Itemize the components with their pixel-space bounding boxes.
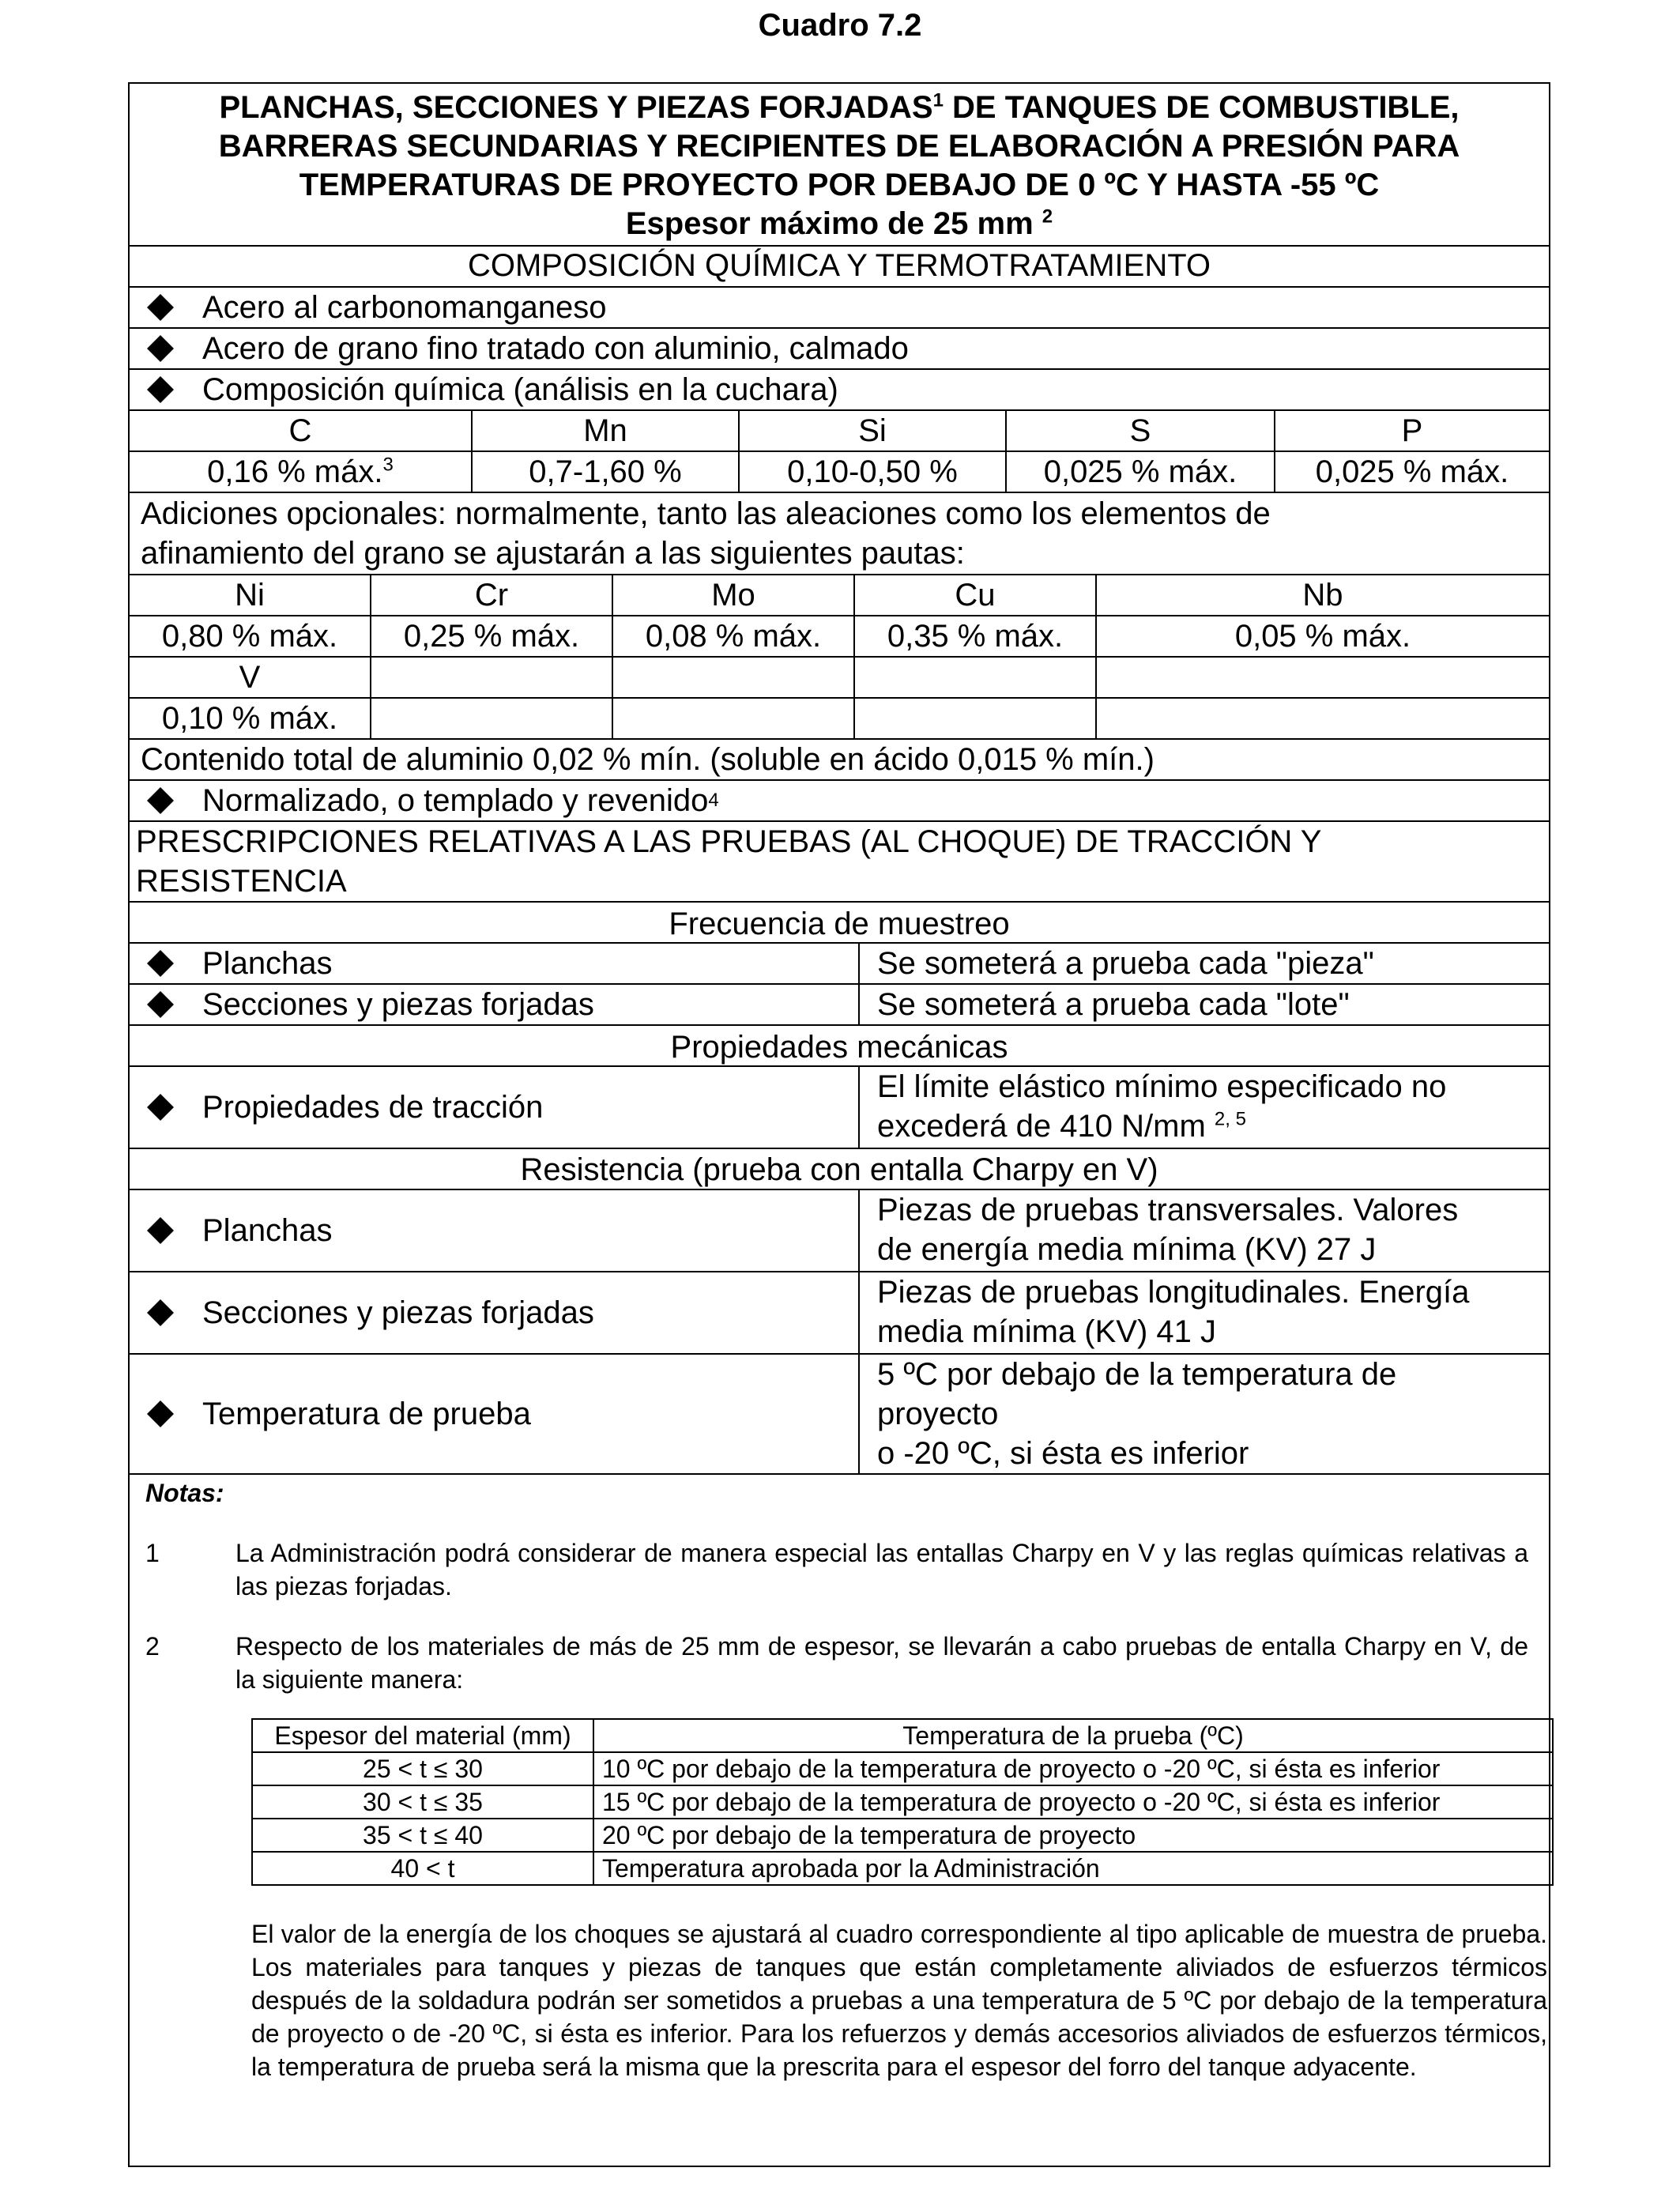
sampling-plates-row xyxy=(130,944,1549,985)
test-temperature-label: Temperatura de prueba xyxy=(202,1396,531,1431)
toughness-sections-value: Piezas de pruebas longitudinales. Energía media mínima (KV) 41 J xyxy=(877,1275,1470,1349)
composition-heading: COMPOSICIÓN QUÍMICA Y TERMOTRATAMIENTO xyxy=(130,247,1549,288)
optional-element-header-row xyxy=(130,575,1549,616)
optional-additions-text: Adiciones opcionales: normalmente, tanto las aleaciones como los elementos de afinamiento del grano se ajustarán a las siguientes pautas: xyxy=(130,493,1549,575)
optional-element-value-row xyxy=(130,616,1549,658)
element-cell: Mn xyxy=(473,411,740,450)
table-row xyxy=(252,1785,1553,1819)
toughness-plates-label: Planchas xyxy=(202,1212,333,1248)
closing-paragraph: El valor de la energía de los choques se ajustará al cuadro correspondiente al tipo aplicable de muestra de prueba. Los materiales para tanques y piezas de tanques que están completamente aliviados de esfuerzos térmicos después de la soldadura podrán ser sometidos a pruebas a una temperatura de 5 ºC por debajo de la temperatura de proyecto o de -20 ºC, si ésta es inferior. Para los refuerzos y demás accesorios aliviados de esfuerzos térmicos, la temperatura de prueba será la misma que la prescrita para el espesor del forro del tanque adyacente. xyxy=(251,1920,1547,2081)
note-2 xyxy=(145,1630,1549,1696)
footnote-ref-2-5: 2, 5 xyxy=(1214,1108,1246,1130)
notes-heading: Notas: xyxy=(145,1479,224,1507)
note-text: Respecto de los materiales de más de 25 mm de espesor, se llevarán a cabo pruebas de entalla Charpy en V, de la siguiente manera: xyxy=(235,1632,1528,1694)
footnote-ref-2: 2 xyxy=(1042,205,1053,228)
element-value-cell: 0,10 % máx. xyxy=(130,699,371,738)
vanadium-value-row xyxy=(130,699,1549,740)
element-value-cell: 0,025 % máx. xyxy=(1007,452,1275,492)
element-value-cell: 0,08 % máx. xyxy=(613,616,855,656)
element-value-cell: 0,35 % máx. xyxy=(855,616,1097,656)
table-header-row xyxy=(252,1719,1553,1752)
element-value-cell: 0,16 % máx.$^3$ xyxy=(130,452,473,492)
sections-label: Secciones y piezas forjadas xyxy=(202,986,594,1022)
diamond-bullet-icon xyxy=(147,1094,174,1121)
empty-cell xyxy=(371,699,613,738)
footnote-ref-1: 1 xyxy=(932,89,944,111)
toughness-plates-row xyxy=(130,1190,1549,1272)
temperature-cell: 15 ºC por debajo de la temperatura de proyecto o -20 ºC, si ésta es inferior xyxy=(593,1785,1553,1819)
element-cell: Cu xyxy=(855,575,1097,615)
diamond-bullet-icon xyxy=(147,950,174,977)
toughness-plates-value: Piezas de pruebas transversales. Valores de energía media mínima (KV) 27 J xyxy=(877,1193,1459,1267)
temperature-cell: 10 ºC por debajo de la temperatura de proyecto o -20 ºC, si ésta es inferior xyxy=(593,1752,1553,1785)
diamond-bullet-icon xyxy=(147,1400,174,1427)
empty-cell xyxy=(1097,699,1549,738)
element-cell: Ni xyxy=(130,575,371,615)
composition-bullet-2: Acero de grano fino tratado con aluminio, calmado xyxy=(130,329,1549,370)
empty-cell xyxy=(855,658,1097,697)
sections-value: Se someterá a prueba cada "lote" xyxy=(877,987,1350,1022)
test-temperature-value: 5 ºC por debajo de la temperatura de proyecto o -20 ºC, si ésta es inferior xyxy=(877,1357,1397,1471)
thickness-temperature-table xyxy=(251,1718,1554,1886)
header-line-3: TEMPERATURAS DE PROYECTO POR DEBAJO DE 0 ºC Y HASTA -55 ºC xyxy=(299,168,1380,202)
page-title: Cuadro 7.2 xyxy=(758,8,922,43)
specification-table xyxy=(128,82,1550,2167)
sampling-heading: Frecuencia de muestreo xyxy=(130,903,1549,944)
header-line-2: BARRERAS SECUNDARIAS Y RECIPIENTES DE ELABORACIÓN A PRESIÓN PARA xyxy=(218,129,1460,164)
column-header: Temperatura de la prueba (ºC) xyxy=(593,1719,1553,1752)
toughness-heading: Resistencia (prueba con entalla Charpy en V) xyxy=(130,1149,1549,1190)
aluminium-content: Contenido total de aluminio 0,02 % mín. (soluble en ácido 0,015 % mín.) xyxy=(130,740,1549,781)
diamond-bullet-icon xyxy=(147,376,174,403)
note-1 xyxy=(145,1536,1549,1603)
element-value-cell: 0,7-1,60 % xyxy=(473,452,740,492)
element-cell: Nb xyxy=(1302,578,1343,613)
notes-section xyxy=(130,1476,1549,2083)
element-cell: Si xyxy=(740,411,1007,450)
sampling-sections-row xyxy=(130,985,1549,1026)
table-row xyxy=(252,1819,1553,1852)
empty-cell xyxy=(613,658,855,697)
thickness-cell: 35 < t ≤ 40 xyxy=(252,1819,593,1852)
toughness-sections-label: Secciones y piezas forjadas xyxy=(202,1295,594,1330)
element-value-cell: 0,025 % máx. xyxy=(1315,454,1509,489)
table-row xyxy=(252,1752,1553,1785)
toughness-sections-row xyxy=(130,1272,1549,1355)
element-value-cell: 0,80 % máx. xyxy=(130,616,371,656)
temperature-cell: 20 ºC por debajo de la temperatura de proyecto xyxy=(593,1819,1553,1852)
element-cell: Mo xyxy=(613,575,855,615)
diamond-bullet-icon xyxy=(147,991,174,1018)
column-header: Espesor del material (mm) xyxy=(252,1719,593,1752)
tensile-row xyxy=(130,1067,1549,1149)
element-value-row xyxy=(130,452,1549,493)
element-cell: P xyxy=(1401,413,1423,448)
header-line-1: PLANCHAS, SECCIONES Y PIEZAS FORJADAS$^1$ DE TANQUES DE COMBUSTIBLE, xyxy=(219,89,1460,125)
header-line-4: Espesor máximo de 25 mm $^2$ xyxy=(625,205,1053,241)
element-cell: C xyxy=(130,411,473,450)
empty-cell xyxy=(613,699,855,738)
plates-value: Se someterá a prueba cada "pieza" xyxy=(877,946,1374,981)
plates-label: Planchas xyxy=(202,945,333,981)
empty-cell xyxy=(1097,658,1549,697)
table-row xyxy=(252,1852,1553,1885)
empty-cell xyxy=(855,699,1097,738)
element-value-cell: 0,05 % máx. xyxy=(1234,619,1411,654)
note-text: La Administración podrá considerar de manera especial las entallas Charpy en V y las reglas químicas relativas a las piezas forjadas. xyxy=(235,1539,1528,1600)
diamond-bullet-icon xyxy=(147,1299,174,1326)
note-number: 2 xyxy=(145,1632,160,1661)
element-value-cell: 0,25 % máx. xyxy=(371,616,613,656)
empty-cell xyxy=(371,658,613,697)
element-cell: Cr xyxy=(371,575,613,615)
temperature-cell: Temperatura aprobada por la Administración xyxy=(593,1852,1553,1885)
element-cell: S xyxy=(1007,411,1275,450)
vanadium-header-row xyxy=(130,658,1549,699)
composition-bullet-3: Composición química (análisis en la cuchara) xyxy=(130,370,1549,411)
element-value-cell: 0,10-0,50 % xyxy=(740,452,1007,492)
composition-bullet-1: Acero al carbonomanganeso xyxy=(130,288,1549,329)
diamond-bullet-icon xyxy=(147,1217,174,1244)
thickness-cell: 25 < t ≤ 30 xyxy=(252,1752,593,1785)
diamond-bullet-icon xyxy=(147,294,174,321)
note-number: 1 xyxy=(145,1539,160,1567)
test-temperature-row xyxy=(130,1355,1549,1475)
table-header xyxy=(130,84,1549,247)
element-cell: V xyxy=(130,658,371,697)
tensile-value: El límite elástico mínimo especificado no excederá de 410 N/mm $^{2, 5}$ xyxy=(877,1069,1447,1144)
tensile-label: Propiedades de tracción xyxy=(202,1089,544,1125)
diamond-bullet-icon xyxy=(147,335,174,362)
thickness-cell: 40 < t xyxy=(252,1852,593,1885)
mechanical-heading: Propiedades mecánicas xyxy=(130,1026,1549,1067)
diamond-bullet-icon xyxy=(147,787,174,814)
thickness-cell: 30 < t ≤ 35 xyxy=(252,1785,593,1819)
heat-treatment-bullet: Normalizado, o templado y revenido 4 xyxy=(130,781,1549,822)
footnote-ref-3: 3 xyxy=(382,454,394,476)
tests-heading: PRESCRIPCIONES RELATIVAS A LAS PRUEBAS (AL CHOQUE) DE TRACCIÓN Y RESISTENCIA xyxy=(130,822,1549,903)
element-header-row xyxy=(130,411,1549,452)
